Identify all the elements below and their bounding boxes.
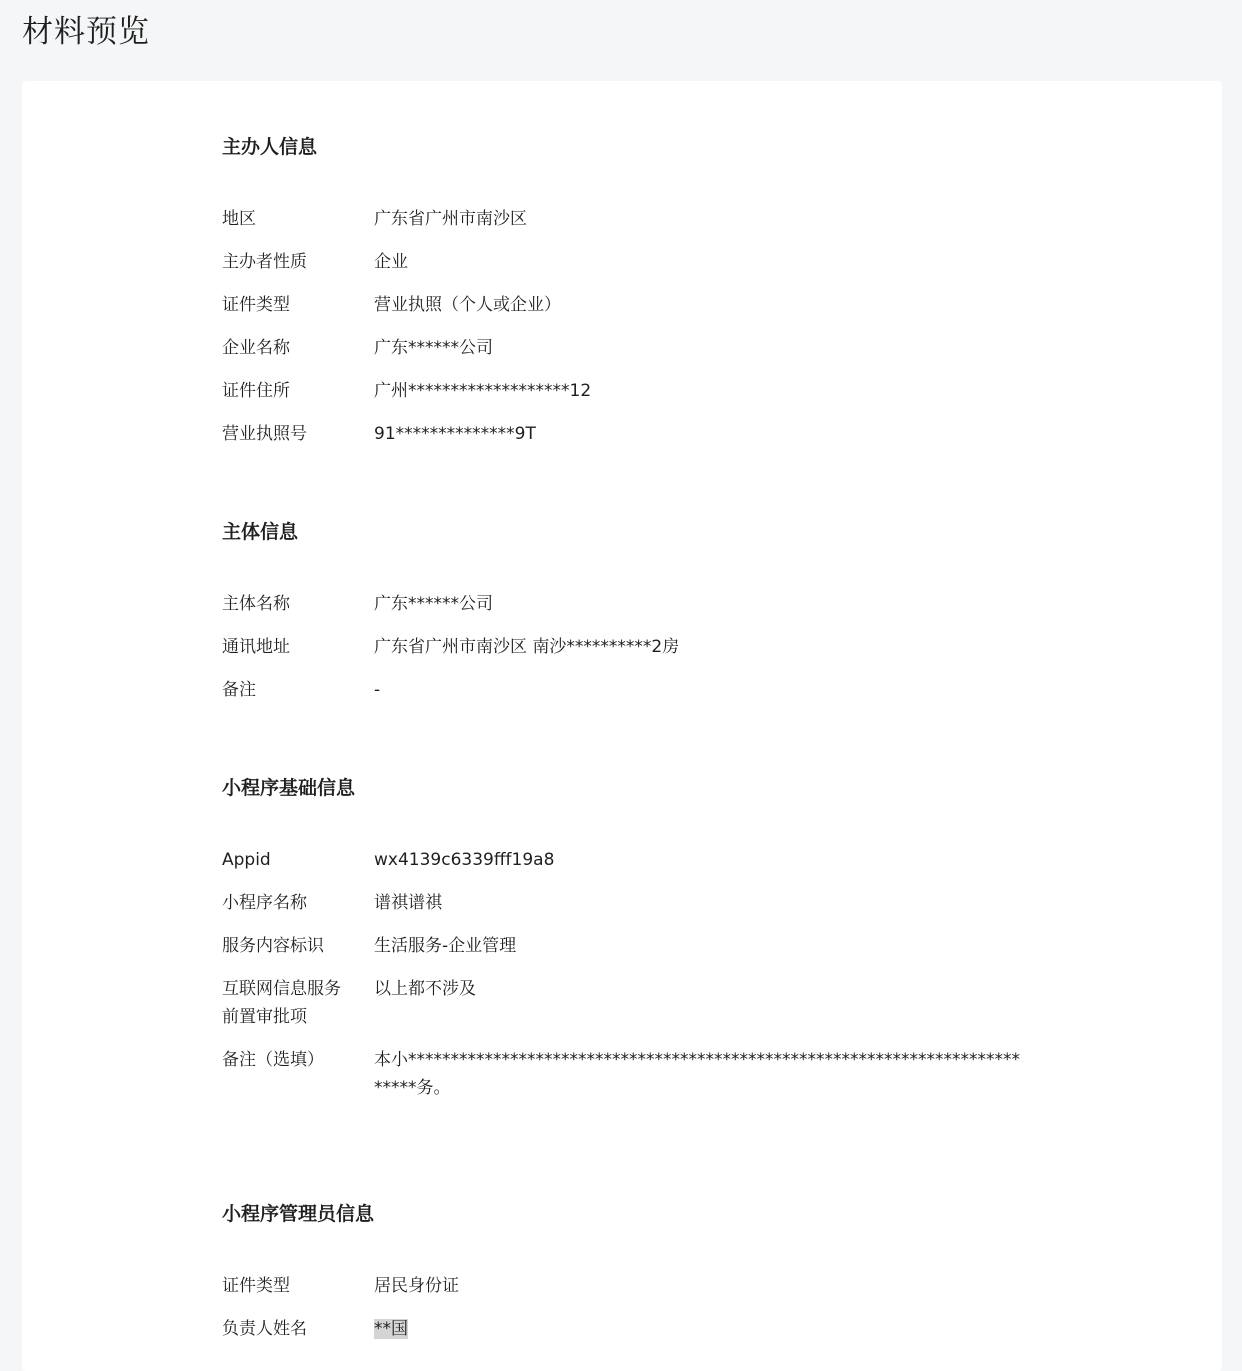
field-value: 本小*****************************************************************************务。 xyxy=(374,1050,1020,1098)
field-value: 广东******公司 xyxy=(374,594,493,614)
info-row xyxy=(222,248,1042,276)
field-label: 服务内容标识 xyxy=(222,936,324,956)
info-row xyxy=(222,291,1042,319)
info-row xyxy=(222,975,1042,1031)
info-row xyxy=(222,633,1042,661)
field-value: 广东省广州市南沙区 xyxy=(374,209,527,229)
field-label: 备注（选填） xyxy=(222,1050,324,1070)
field-label: 证件住所 xyxy=(222,381,290,401)
field-label: 小程序名称 xyxy=(222,893,307,913)
field-label: 地区 xyxy=(222,209,256,229)
info-row xyxy=(222,846,1042,874)
field-label: Appid xyxy=(222,850,271,870)
field-label: 备注 xyxy=(222,680,256,700)
field-label: 证件类型 xyxy=(222,295,290,315)
subject-section xyxy=(222,519,1042,704)
info-row xyxy=(222,1272,1042,1300)
field-value: 广州*******************12 xyxy=(374,381,592,401)
field-value: 营业执照（个人或企业） xyxy=(374,295,561,315)
section-title-miniprogram: 小程序基础信息 xyxy=(222,777,356,799)
field-value: 企业 xyxy=(374,252,408,272)
field-label: 营业执照号 xyxy=(222,424,307,444)
section-title-sponsor: 主办人信息 xyxy=(222,136,318,158)
sponsor-section xyxy=(222,134,1042,448)
info-row xyxy=(222,377,1042,405)
field-value xyxy=(374,1315,1042,1343)
info-row xyxy=(222,1046,1042,1102)
field-value: wx4139c6339fff19a8 xyxy=(374,850,555,870)
field-value: 生活服务-企业管理 xyxy=(374,936,517,956)
page-title: 材料预览 xyxy=(22,14,150,50)
field-value: 广东省广州市南沙区 南沙**********2房 xyxy=(374,637,680,657)
field-label: 主办者性质 xyxy=(222,252,307,272)
info-row xyxy=(222,1315,1042,1343)
field-value: 广东******公司 xyxy=(374,338,493,358)
field-label: 互联网信息服务前置审批项 xyxy=(222,979,341,1027)
info-row xyxy=(222,676,1042,704)
field-label: 主体名称 xyxy=(222,594,290,614)
info-row xyxy=(222,889,1042,917)
field-label: 证件类型 xyxy=(222,1276,290,1296)
field-value: 91**************9T xyxy=(374,424,536,444)
info-row xyxy=(222,205,1042,233)
info-row xyxy=(222,334,1042,362)
info-row xyxy=(222,420,1042,448)
info-row xyxy=(222,932,1042,960)
field-value: 居民身份证 xyxy=(374,1276,459,1296)
field-value: - xyxy=(374,680,381,700)
field-label: 企业名称 xyxy=(222,338,290,358)
preview-card xyxy=(22,81,1222,1371)
selected-text[interactable]: **国 xyxy=(374,1319,408,1339)
section-title-subject: 主体信息 xyxy=(222,521,299,543)
field-value: 以上都不涉及 xyxy=(374,979,476,999)
field-label: 负责人姓名 xyxy=(222,1319,307,1339)
info-row xyxy=(222,590,1042,618)
field-label: 通讯地址 xyxy=(222,637,290,657)
section-title-admin: 小程序管理员信息 xyxy=(222,1203,375,1225)
field-value: 谱祺谱祺 xyxy=(374,893,442,913)
admin-section xyxy=(222,1201,1042,1343)
miniprogram-section xyxy=(222,775,1042,1102)
